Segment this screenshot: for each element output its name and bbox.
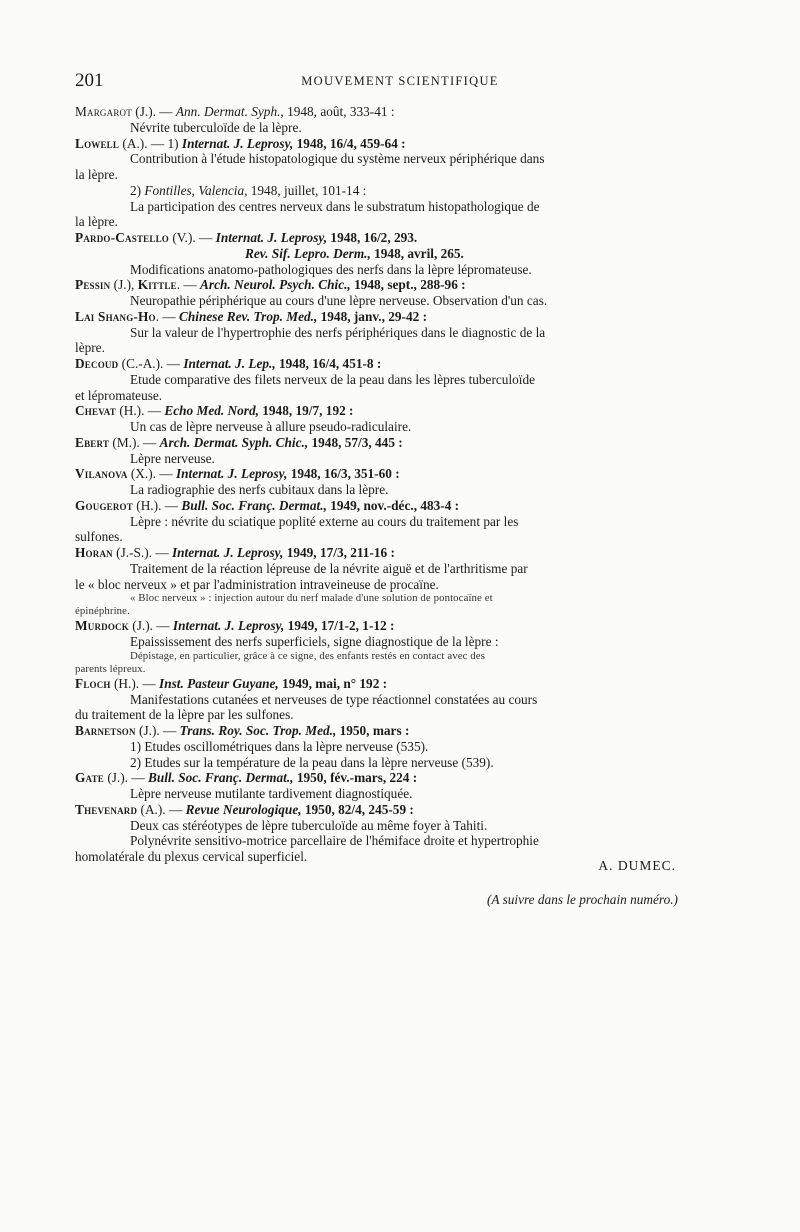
journal-title: Inst. Pasteur Guyane, bbox=[159, 675, 279, 691]
running-title: MOUVEMENT SCIENTIFIQUE bbox=[301, 74, 499, 88]
page-header bbox=[75, 70, 725, 94]
entry-description: La participation des centres nerveux dans le substratum histopathologique de bbox=[130, 198, 540, 214]
entry-description: Epaississement des nerfs superficiels, signe diagnostique de la lèpre : bbox=[130, 634, 499, 649]
author-name: Decoud bbox=[75, 356, 119, 371]
journal-title: Arch. Neurol. Psych. Chic., bbox=[200, 277, 351, 293]
journal-title: Revue Neurologique, bbox=[185, 801, 302, 817]
journal-title: Ann. Dermat. Syph. bbox=[175, 104, 281, 119]
author-name: Vilanova bbox=[75, 466, 128, 482]
entry-description: La radiographie des nerfs cubitaux dans la lèpre. bbox=[130, 482, 389, 497]
bibliography-entry: Vilanova (X.). — Internat. J. Leprosy, 1948, 16/3, 351-60 : La radiographie des nerfs cubitaux dans la lèpre. bbox=[75, 466, 692, 498]
author-name: Floch bbox=[75, 675, 111, 691]
bibliography-entry: Gate (J.). — Bull. Soc. Franç. Dermat., 1950, fév.-mars, 224 : Lèpre nerveuse mutilante tardivement diagnostiquée. bbox=[75, 770, 692, 802]
page-number: 201 bbox=[75, 70, 104, 91]
bibliography-entry: Barnetson (J.). — Trans. Roy. Soc. Trop. Med., 1950, mars : 1) Etudes oscillométriques dans la lèpre nerveuse (535). 2) Etudes sur la température de la peau dans la lèpre nerveuse (539). bbox=[75, 723, 692, 770]
entry-description: Contribution à l'étude histopatologique du système nerveux périphérique dans bbox=[130, 151, 545, 167]
entry-description: 1) Etudes oscillométriques dans la lèpre nerveuse (535). bbox=[130, 738, 429, 754]
author-name: Ebert bbox=[75, 434, 110, 450]
author-name: Barnetson bbox=[75, 723, 136, 738]
entry-description: Traitement de la réaction lépreuse de la névrite aiguë et de l'arthritisme par bbox=[130, 560, 528, 576]
bibliography-entry: Pessin (J.), Kittle. — Arch. Neurol. Psych. Chic., 1948, sept., 288-96 : Neuropathie périphérique au cours d'une lèpre nerveuse. Observation d'un cas. bbox=[75, 277, 692, 309]
entry-description: Neuropathie périphérique au cours d'une lèpre nerveuse. Observation d'un cas. bbox=[130, 293, 548, 308]
journal-title: Echo Med. Nord, bbox=[164, 403, 259, 419]
author-name: Lai Shang-Ho bbox=[75, 308, 156, 324]
journal-title: Internat. J. Leprosy, bbox=[172, 618, 285, 634]
author-name: Gougerot bbox=[75, 497, 133, 513]
continuation-note: (A suivre dans le prochain numéro.) bbox=[486, 892, 678, 907]
author-name: Lowell bbox=[75, 135, 120, 151]
entry-description: Lèpre : névrite du sciatique poplité externe au cours du traitement par les bbox=[130, 513, 519, 529]
entry-description: Manifestations cutanées et nerveuses de type réactionnel constatées au cours bbox=[130, 691, 538, 707]
journal-title: Internat. J. Leprosy, bbox=[181, 135, 294, 151]
author-name: Chevat bbox=[75, 403, 116, 419]
entry-description: Névrite tuberculoïde de la lèpre. bbox=[130, 119, 302, 135]
bibliography-entry: Lai Shang-Ho. — Chinese Rev. Trop. Med., 1948, janv., 29-42 : Sur la valeur de l'hypertrophie des nerfs périphériques dans le diagnostic de la lèpre. bbox=[75, 309, 692, 356]
entry-description: Lèpre nerveuse mutilante tardivement diagnostiquée. bbox=[130, 786, 413, 801]
bibliography-entry: Floch (H.). — Inst. Pasteur Guyane, 1949, mai, n° 192 : Manifestations cutanées et nerveuses de type réactionnel constatées au cours du traitement de la lèpre par les sulfones. bbox=[75, 676, 692, 723]
entry-description: 2) Etudes sur la température de la peau dans la lèpre nerveuse (539). bbox=[130, 754, 494, 770]
entry-note: « Bloc nerveux » : injection autour du nerf malade d'une solution de pontocaïne et bbox=[130, 592, 493, 605]
journal-title: Internat. J. Lep., bbox=[183, 356, 276, 371]
entry-description: Sur la valeur de l'hypertrophie des nerfs périphériques dans le diagnostic de la bbox=[130, 324, 546, 340]
entry-description: Modifications anatomo-pathologiques des nerfs dans la lèpre lépromateuse. bbox=[130, 261, 532, 277]
bibliography-entry: Gougerot (H.). — Bull. Soc. Franç. Dermat., 1949, nov.-déc., 483-4 : Lèpre : névrite du sciatique poplité externe au cours du traitement par les sulfones. bbox=[75, 498, 692, 545]
author-name: Murdock bbox=[75, 618, 129, 634]
entry-description: Un cas de lèpre nerveuse à allure pseudo-radiculaire. bbox=[130, 419, 412, 434]
journal-title: Fontilles, Valencia, bbox=[144, 182, 248, 198]
bibliography-entry: Horan (J.-S.). — Internat. J. Leprosy, 1949, 17/3, 211-16 : Traitement de la réaction lépreuse de la névrite aiguë et de l'arthritisme par le « bloc nerveux » et par l'administration intraveineuse de procaïne. « Bloc nerveux » : injection autour du nerf malade d'une solution de pontocaïne et épinéphrine. bbox=[75, 545, 692, 618]
bibliography-entry: Pardo-Castello (V.). — Internat. J. Leprosy, 1948, 16/2, 293. Rev. Sif. Lepro. Derm., 1948, avril, 265. Modifications anatomo-pathologiques des nerfs dans la lèpre lépromateuse. bbox=[75, 230, 692, 277]
entry-description: Lèpre nerveuse. bbox=[130, 450, 215, 466]
entry-description: Polynévrite sensitivo-motrice parcellaire de l'hémiface droite et hypertrophie bbox=[130, 833, 539, 849]
bibliography-list bbox=[75, 104, 692, 865]
journal-title: Arch. Dermat. Syph. Chic., bbox=[159, 434, 309, 450]
bibliography-entry: Lowell (A.). — 1) Internat. J. Leprosy, 1948, 16/4, 459-64 : Contribution à l'étude histopatologique du système nerveux périphérique dans la lèpre. 2) Fontilles, Valencia, 1948, juillet, 101-14 : La participation des centres nerveux dans le substratum histopathologique de la lèpre. bbox=[75, 136, 692, 231]
bibliography-entry: Ebert (M.). — Arch. Dermat. Syph. Chic., 1948, 57/3, 445 : Lèpre nerveuse. bbox=[75, 435, 692, 467]
bibliography-entry: Decoud (C.-A.). — Internat. J. Lep., 1948, 16/4, 451-8 : Etude comparative des filets nerveux de la peau dans les lèpres tuberculoïde et lépromateuse. bbox=[75, 356, 692, 403]
entry-note: Dépistage, en particulier, grâce à ce signe, des enfants restés en contact avec des bbox=[130, 649, 486, 662]
author-signature: A. DUMEC. bbox=[598, 858, 676, 873]
author-name: Pessin bbox=[75, 277, 111, 293]
journal-title: Internat. J. Leprosy, bbox=[171, 545, 284, 560]
journal-title: Trans. Roy. Soc. Trop. Med., bbox=[179, 723, 337, 738]
bibliography-entry: Thevenard (A.). — Revue Neurologique, 1950, 82/4, 245-59 : Deux cas stéréotypes de lèpre tuberculoïde au même foyer à Tahiti. Polynévrite sensitivo-motrice parcellaire de l'hémiface droite et hypertrophie homolatérale du plexus cervical superficiel. bbox=[75, 802, 692, 865]
journal-title: Rev. Sif. Lepro. Derm., bbox=[245, 245, 371, 261]
journal-title: Chinese Rev. Trop. Med., bbox=[179, 308, 318, 324]
journal-title: Internat. J. Leprosy, bbox=[175, 466, 288, 482]
author-name: Kittle bbox=[137, 277, 177, 293]
bibliography-entry: Margarot (J.). — Ann. Dermat. Syph., 1948, août, 333-41 : Névrite tuberculoïde de la lèpre. bbox=[75, 104, 692, 136]
bibliography-entry: Murdock (J.). — Internat. J. Leprosy, 1949, 17/1-2, 1-12 : Epaississement des nerfs superficiels, signe diagnostique de la lèpre : Dépistage, en particulier, grâce à ce signe, des enfants restés en contact avec des parents lépreux. bbox=[75, 618, 692, 676]
author-name: Thevenard bbox=[75, 801, 138, 817]
author-name: Pardo-Castello bbox=[75, 230, 169, 245]
journal-title: Bull. Soc. Franç. Dermat., bbox=[147, 770, 294, 786]
author-name: Margarot bbox=[75, 104, 132, 119]
bibliography-entry: Chevat (H.). — Echo Med. Nord, 1948, 19/7, 192 : Un cas de lèpre nerveuse à allure pseudo-radiculaire. bbox=[75, 403, 692, 435]
journal-title: Bull. Soc. Franç. Dermat., bbox=[181, 497, 327, 513]
journal-title: Internat. J. Leprosy, bbox=[215, 230, 328, 245]
entry-description: Deux cas stéréotypes de lèpre tuberculoïde au même foyer à Tahiti. bbox=[130, 817, 488, 833]
author-name: Gate bbox=[75, 770, 104, 786]
entry-description: Etude comparative des filets nerveux de la peau dans les lèpres tuberculoïde bbox=[130, 371, 536, 387]
author-name: Horan bbox=[75, 545, 113, 560]
